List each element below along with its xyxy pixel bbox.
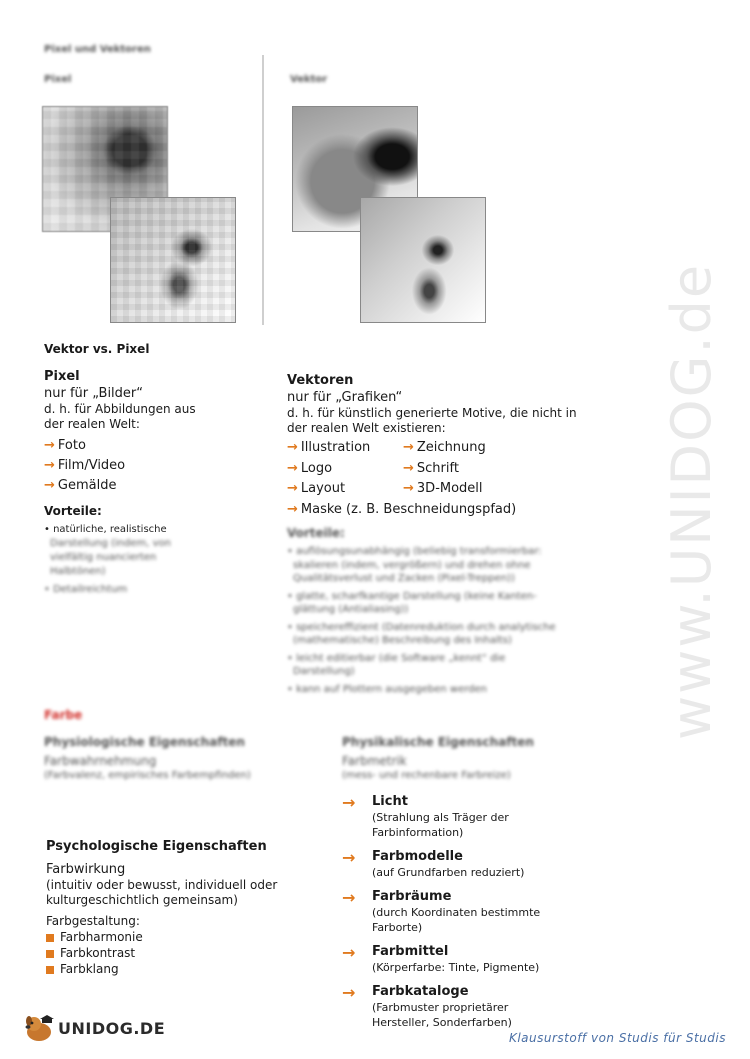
list-item: → Farbmodelle (auf Grundfarben reduziert) — [342, 848, 525, 879]
list-item: → Schrift — [403, 460, 459, 476]
physical-items — [342, 793, 582, 1030]
list-item: → Farbmittel (Körperfarbe: Tinte, Pigmente) — [342, 943, 540, 974]
vector-title: Vektoren — [287, 373, 354, 388]
list-item: Farbkontrast — [46, 945, 326, 961]
advantage-line: • glatte, scharfkantige Darstellung (keine Kanten- — [287, 590, 537, 602]
farbe-title: Farbe — [44, 708, 83, 722]
psychological-sub: Farbwirkung — [46, 862, 126, 877]
advantage-line: • leicht editierbar (die Software „kennt“ die — [287, 652, 506, 664]
vector-heading: Vektor — [290, 74, 328, 85]
list-item: → 3D-Modell — [403, 481, 483, 496]
physical-sub2: (mess- und rechenbare Farbreize) — [342, 770, 511, 781]
watermark: www.UNIDOG.de — [660, 262, 723, 740]
pixel-desc-2: der realen Welt: — [44, 417, 140, 431]
pixel-subtitle: nur für „Bilder“ — [44, 386, 143, 401]
compare-title: Vektor vs. Pixel — [44, 342, 150, 356]
arrow-icon: → — [342, 943, 356, 962]
pixel-face-image — [110, 197, 236, 323]
advantage-line: vielfältig nuancierten — [50, 552, 157, 563]
physiological-sub2: (Farbvalenz, empirisches Farbempfinden) — [44, 770, 251, 781]
square-bullet-icon — [46, 966, 54, 974]
arrow-icon: → — [342, 888, 356, 907]
physiological-sub: Farbwahrnehmung — [44, 754, 157, 768]
arrow-icon: → — [342, 793, 356, 812]
list-item: Farbharmonie — [46, 929, 326, 945]
psychological-desc-2: kulturgeschichtlich gemeinsam) — [46, 893, 238, 907]
vector-desc-1: d. h. für künstlich generierte Motive, die nicht in — [287, 406, 577, 420]
physical-sub: Farbmetrik — [342, 754, 407, 768]
pixel-advantages-title: Vorteile: — [44, 504, 102, 518]
dog-logo-icon — [22, 1012, 56, 1044]
pixel-column — [44, 368, 264, 597]
vector-face-image — [360, 197, 486, 323]
square-bullet-icon — [46, 950, 54, 958]
advantage-line: glättung (Antialiasing)) — [293, 604, 409, 615]
list-item: → Layout — [287, 481, 346, 496]
physiological-block — [44, 735, 314, 783]
footer-logo[interactable] — [22, 1012, 165, 1044]
arrow-icon: → — [403, 481, 414, 496]
arrow-icon: → — [44, 478, 55, 493]
list-item: → Film/Video — [44, 458, 126, 473]
vector-desc-2: der realen Welt existieren: — [287, 421, 446, 435]
list-item: → Farbkataloge (Farbmuster proprietärer Hersteller, Sonderfarben) — [342, 983, 512, 1029]
advantage-line: • natürliche, realistische — [44, 524, 167, 535]
list-item: → Maske (z. B. Beschneidungspfad) — [287, 501, 517, 517]
advantage-line: • kann auf Plottern ausgegeben werden — [287, 683, 488, 695]
vector-advantages — [287, 545, 617, 696]
pixel-heading: Pixel — [44, 74, 72, 85]
physiological-title: Physiologische Eigenschaften — [44, 735, 245, 749]
psychological-block — [46, 838, 326, 977]
arrow-icon: → — [287, 460, 298, 476]
arrow-icon: → — [342, 983, 356, 1002]
list-item: → Zeichnung — [403, 440, 486, 455]
list-item: → Illustration — [287, 440, 371, 455]
section-title: Pixel und Vektoren — [44, 44, 151, 55]
pixel-desc-1: d. h. für Abbildungen aus — [44, 402, 196, 416]
advantage-line: • Detailreichtum — [44, 584, 128, 595]
pixel-item-list — [44, 436, 264, 496]
arrow-icon: → — [44, 458, 55, 473]
vector-column — [287, 372, 617, 696]
pixel-advantages — [44, 523, 264, 597]
list-item: → Licht (Strahlung als Träger der Farbinformation) — [342, 793, 509, 839]
arrow-icon: → — [44, 438, 55, 453]
gestaltung-list — [46, 929, 326, 977]
arrow-icon: → — [287, 501, 298, 517]
square-bullet-icon — [46, 934, 54, 942]
psychological-title: Psychologische Eigenschaften — [46, 839, 267, 854]
advantage-line: • auflösungsunabhängig (beliebig transformierbar: — [287, 546, 542, 557]
advantage-line: (mathematische) Beschreibung des Inhalts) — [293, 635, 512, 646]
gestaltung-label: Farbgestaltung: — [46, 914, 140, 928]
advantage-line: Halbtönen) — [50, 566, 106, 577]
advantage-line: • speichereffizient (Datenreduktion durch analytische — [287, 621, 556, 633]
arrow-icon: → — [287, 481, 298, 496]
arrow-icon: → — [403, 440, 414, 455]
vector-item-grid — [287, 438, 617, 500]
list-item: → Gemälde — [44, 478, 117, 493]
advantage-line: skalieren (indem, vergrößern) und drehen ohne — [293, 559, 531, 571]
footer-tagline: Klausurstoff von Studis für Studis — [508, 1031, 726, 1045]
psychological-desc-1: (intuitiv oder bewusst, individuell oder — [46, 878, 278, 892]
list-item: → Farbräume (durch Koordinaten bestimmte Farborte) — [342, 888, 541, 934]
logo-text: UNIDOG.DE — [58, 1018, 166, 1038]
arrow-icon: → — [287, 440, 298, 455]
physical-block — [342, 735, 582, 1030]
vector-advantages-title: Vorteile: — [287, 526, 345, 540]
list-item: → Foto — [44, 438, 86, 453]
arrow-icon: → — [403, 460, 414, 476]
physical-title: Physikalische Eigenschaften — [342, 735, 534, 749]
arrow-icon: → — [342, 848, 356, 867]
advantage-line: Darstellung) — [293, 666, 355, 677]
vector-subtitle: nur für „Grafiken“ — [287, 390, 403, 405]
pixel-title: Pixel — [44, 369, 80, 384]
list-item: Farbklang — [46, 961, 326, 977]
divider-line — [262, 55, 264, 325]
advantage-line: Darstellung (indem, von — [50, 538, 171, 549]
advantage-line: Qualitätsverlust und Zacken (Pixel-Treppen)) — [293, 573, 515, 584]
list-item: → Logo — [287, 460, 333, 476]
